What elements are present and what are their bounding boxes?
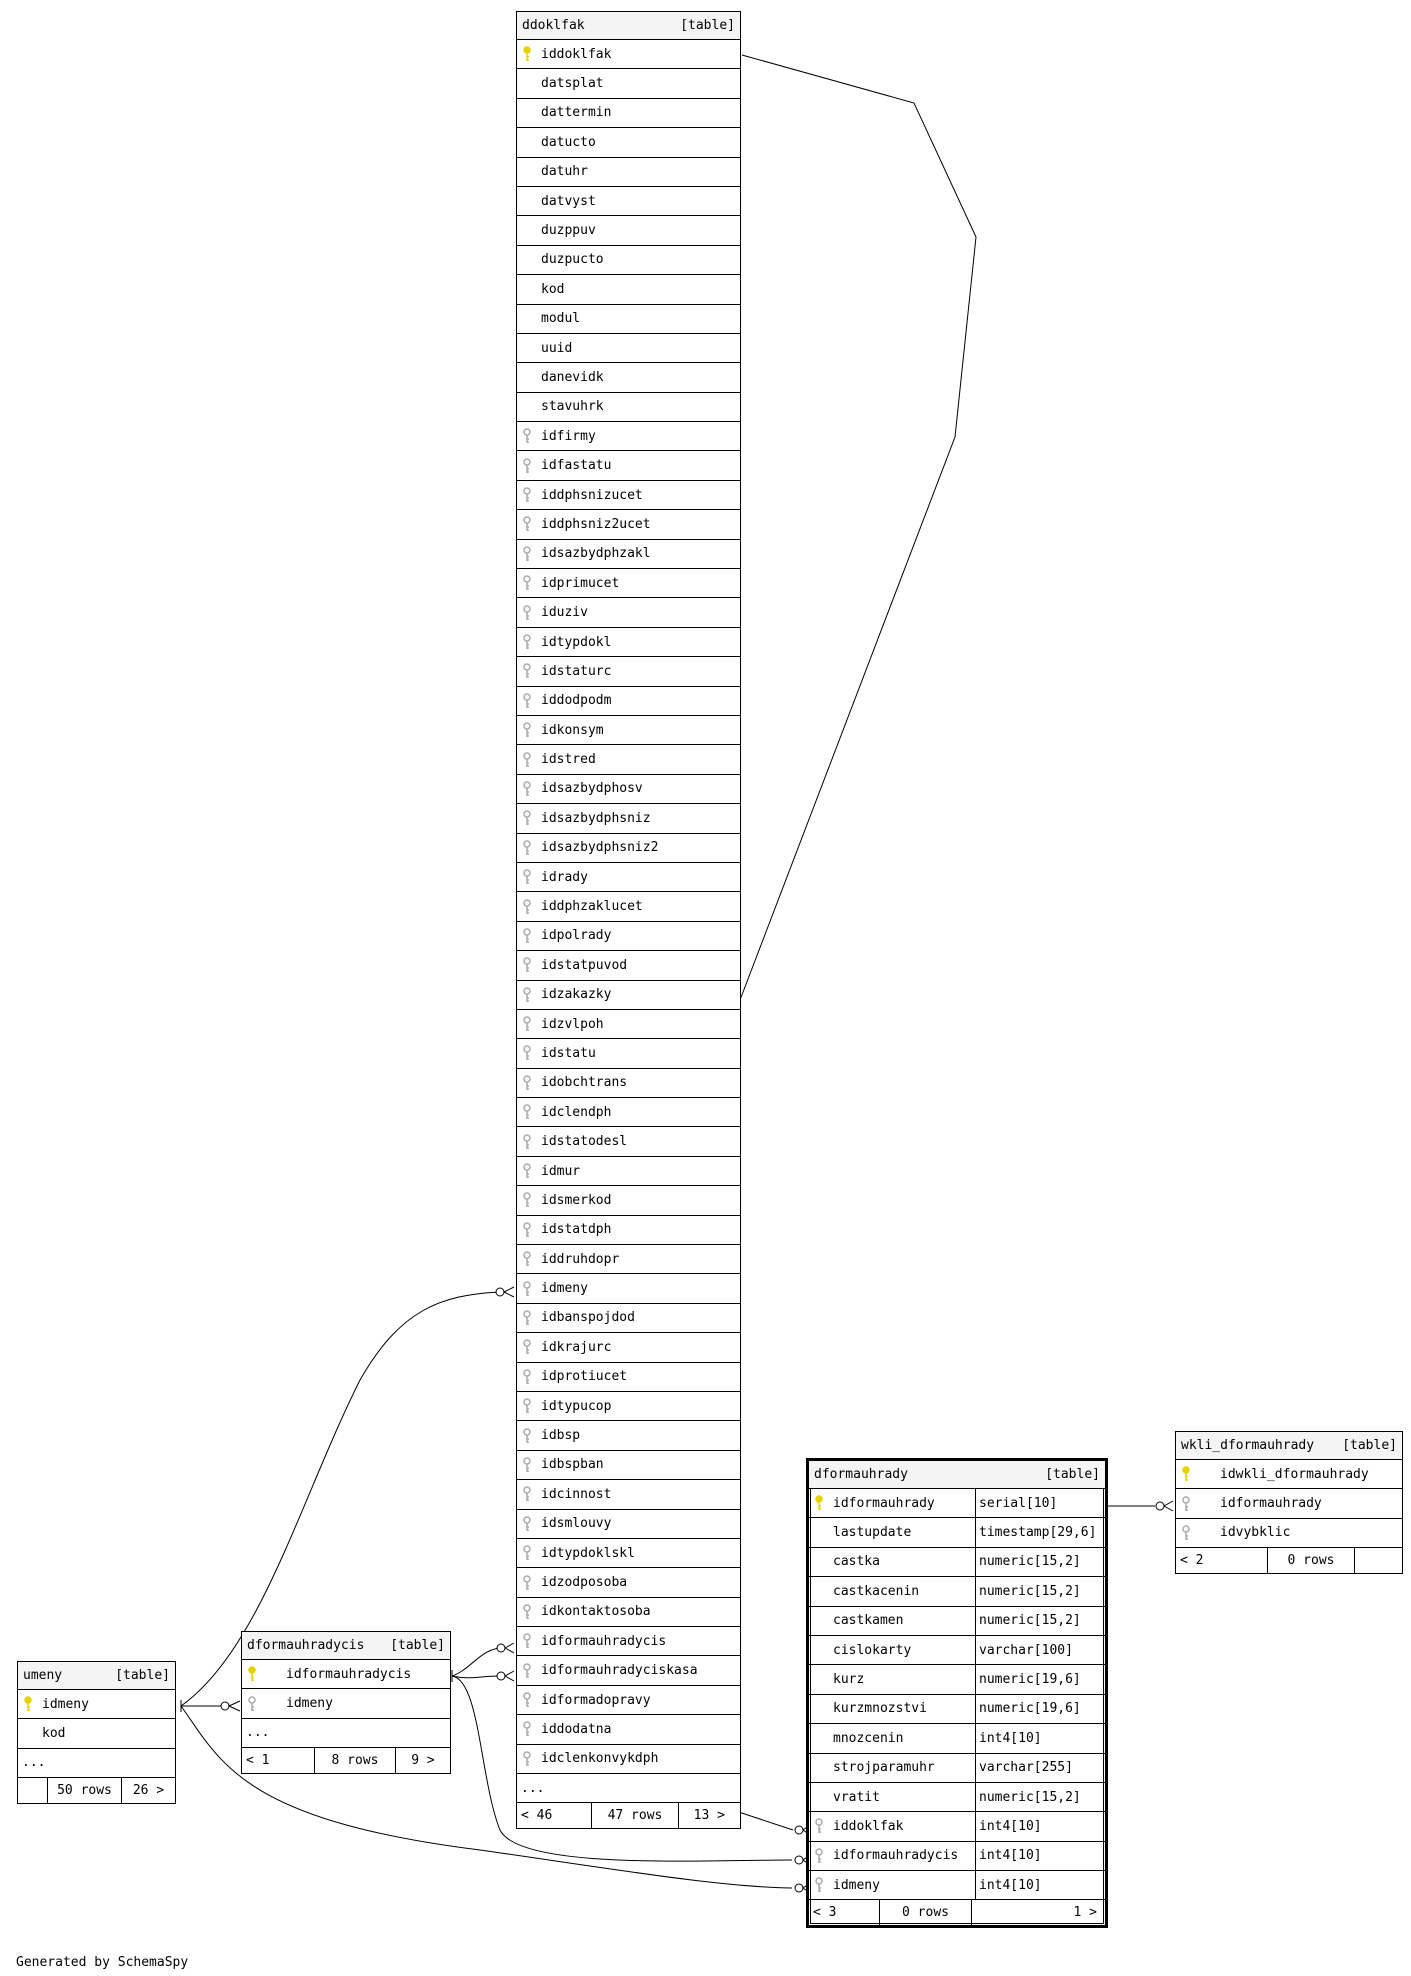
column-name: cislokarty [833,1642,912,1658]
column-type: varchar[255] [975,1754,1113,1782]
table-column-row[interactable] [517,1098,740,1127]
column-name: idsmerkod [541,1192,612,1208]
foreign-key-icon [517,605,537,621]
column-name: kod [541,281,565,297]
more-columns-dots: ... [246,1725,270,1741]
table-column-row[interactable] [517,1127,740,1156]
table-column-row[interactable] [242,1689,450,1718]
column-name: idbspban [541,1457,604,1473]
column-name: iddodpodm [541,693,612,709]
table-column-row[interactable] [517,1392,740,1421]
column-type: numeric[15,2] [975,1607,1113,1635]
table-column-row[interactable] [517,1245,740,1274]
column-name: idfirmy [541,428,596,444]
page-prev-count[interactable]: < 3 [813,1905,837,1921]
table-column-row[interactable] [517,1686,740,1715]
row-count: 0 rows [1267,1548,1354,1573]
foreign-key-icon [809,1877,829,1893]
foreign-key-icon [517,1721,537,1737]
primary-key-icon [18,1696,38,1712]
table-header [809,1461,1105,1489]
column-name: idtypdokl [541,634,612,650]
page-next-count[interactable]: 26 > [121,1778,175,1803]
column-name: idmeny [286,1696,333,1712]
column-name: idclendph [541,1104,612,1120]
foreign-key-icon [517,1663,537,1679]
foreign-key-icon [517,869,537,885]
table-name: dformauhrady [814,1467,908,1482]
foreign-key-icon [517,810,537,826]
column-name: idwkli_dformauhrady [1220,1466,1369,1482]
table-column-row[interactable] [517,393,740,422]
table-footer [242,1748,450,1773]
table-header [517,12,740,40]
foreign-key-icon [517,1486,537,1502]
foreign-key-icon [517,1192,537,1208]
foreign-key-icon [517,928,537,944]
table-column-row[interactable] [517,628,740,657]
column-name: idprimucet [541,575,620,591]
foreign-key-icon [517,516,537,532]
column-name: iddoklfak [833,1818,904,1834]
foreign-key-icon [517,957,537,973]
foreign-key-icon [517,840,537,856]
foreign-key-icon [242,1696,262,1712]
table-column-row[interactable] [517,128,740,157]
foreign-key-icon [517,487,537,503]
column-name: idstatu [541,1045,596,1061]
column-type: int4[10] [975,1871,1113,1899]
column-type: serial[10] [975,1489,1113,1517]
table-column-row[interactable] [517,657,740,686]
column-list [242,1660,450,1773]
table-column-row[interactable] [809,1577,1105,1606]
table-kind: [table] [1342,1438,1397,1453]
column-name: idstatdph [541,1222,612,1238]
column-name: idclenkonvykdph [541,1751,659,1767]
table-column-row[interactable] [809,1548,1105,1577]
column-name: idstred [541,752,596,768]
column-name: idcinnost [541,1486,612,1502]
column-name: idvybklic [1220,1525,1291,1541]
foreign-key-icon [517,899,537,915]
table-column-row[interactable] [517,187,740,216]
column-name: idkrajurc [541,1339,612,1355]
table-column-row[interactable] [517,1510,740,1539]
foreign-key-icon [517,1075,537,1091]
column-name: idmeny [42,1696,89,1712]
foreign-key-icon [517,634,537,650]
column-name: idsazbydphsniz2 [541,840,659,856]
table-footer [18,1778,175,1803]
foreign-key-icon [517,1310,537,1326]
column-name: iddodatna [541,1721,612,1737]
column-type: numeric[19,6] [975,1695,1113,1723]
column-type: numeric[15,2] [975,1548,1113,1576]
column-name: datuhr [541,164,588,180]
table-column-row[interactable] [809,1754,1105,1783]
foreign-key-icon [1176,1525,1196,1541]
table-name: wkli_dformauhrady [1181,1438,1315,1453]
foreign-key-icon [517,1428,537,1444]
column-name: idformauhradycis [833,1848,959,1864]
foreign-key-icon [517,1104,537,1120]
edge-dformauhradycis-ddoklfak-2 [452,1676,500,1678]
column-name: idformauhradycis [286,1666,412,1682]
edge-dformauhradycis-ddoklfak-1 [452,1648,500,1676]
column-name: idzvlpoh [541,1016,604,1032]
column-name: idstaturc [541,663,612,679]
table-name: umeny [23,1668,63,1683]
column-name: castkamen [833,1613,904,1629]
table-kind: [table] [1045,1467,1100,1482]
more-columns-dots: ... [521,1780,545,1796]
table-column-row[interactable] [809,1812,1105,1841]
column-name: idformadopravy [541,1692,651,1708]
table-column-row[interactable] [517,216,740,245]
table-name: dformauhradycis [247,1638,365,1653]
table-column-row[interactable] [517,334,740,363]
table-footer [517,1803,740,1828]
primary-key-icon [809,1495,829,1511]
table-kind: [table] [390,1638,445,1653]
column-name: uuid [541,340,573,356]
column-name: idmur [541,1163,581,1179]
table-column-row[interactable] [1176,1519,1402,1548]
page-next-count[interactable]: 9 > [395,1748,450,1773]
foreign-key-icon [809,1818,829,1834]
table-column-row[interactable] [809,1842,1105,1871]
table-column-row[interactable] [517,951,740,980]
foreign-key-icon [517,1045,537,1061]
table-dformauhradycis[interactable] [241,1631,451,1774]
column-name: iddphsniz2ucet [541,516,651,532]
foreign-key-icon [517,1163,537,1179]
table-column-row[interactable] [517,1304,740,1333]
column-name: idformauhrady [1220,1496,1322,1512]
table-kind: [table] [680,18,735,33]
column-name: idmeny [833,1877,880,1893]
table-column-row[interactable] [517,1069,740,1098]
foreign-key-icon [517,1251,537,1267]
more-columns-indicator [517,1774,740,1803]
table-column-row[interactable] [517,1039,740,1068]
table-column-row[interactable] [517,1568,740,1597]
table-column-row[interactable] [517,1333,740,1362]
page-prev-count[interactable] [18,1778,47,1803]
column-list [18,1690,175,1803]
foreign-key-icon [809,1848,829,1864]
table-column-row[interactable] [517,69,740,98]
column-name: kurz [833,1672,865,1688]
column-type: int4[10] [975,1842,1113,1870]
column-name: idrady [541,869,588,885]
column-name: iduziv [541,605,588,621]
column-name: idtypucop [541,1398,612,1414]
column-name: idobchtrans [541,1075,628,1091]
column-name: iddoklfak [541,46,612,62]
generated-by-footer: Generated by SchemaSpy [16,1955,189,1970]
foreign-key-icon [517,1398,537,1414]
column-name: castkacenin [833,1583,920,1599]
table-column-row[interactable] [517,1598,740,1627]
column-type: numeric[15,2] [975,1577,1113,1605]
column-name: mnozcenin [833,1730,904,1746]
page-prev-count[interactable]: < 46 [521,1808,553,1824]
foreign-key-icon [517,1545,537,1561]
table-column-row[interactable] [809,1636,1105,1665]
column-name: duzpucto [541,252,604,268]
table-ddoklfak[interactable] [516,11,741,1829]
foreign-key-icon [517,1134,537,1150]
column-name: modul [541,311,581,327]
column-name: idformauhrady [833,1495,935,1511]
table-column-row[interactable] [809,1607,1105,1636]
column-name: idpolrady [541,928,612,944]
column-name: datvyst [541,193,596,209]
table-column-row[interactable] [517,569,740,598]
column-name: idmeny [541,1281,588,1297]
column-name: lastupdate [833,1525,912,1541]
column-type: int4[10] [975,1724,1113,1752]
column-name: datsplat [541,76,604,92]
foreign-key-icon [517,1457,537,1473]
table-column-row[interactable] [517,1480,740,1509]
foreign-key-icon [517,546,537,562]
more-columns-indicator [18,1749,175,1778]
column-name: strojparamuhr [833,1760,935,1776]
table-column-row[interactable] [517,1656,740,1685]
column-name: idstatodesl [541,1134,628,1150]
table-column-row[interactable] [809,1518,1105,1547]
row-count: 47 rows [591,1803,677,1828]
foreign-key-icon [517,1751,537,1767]
column-name: kurzmnozstvi [833,1701,927,1717]
table-column-row[interactable] [517,1421,740,1450]
column-name: iddphsnizucet [541,487,643,503]
foreign-key-icon [517,1516,537,1532]
table-column-row[interactable] [517,1157,740,1186]
row-count: 50 rows [47,1778,121,1803]
column-name: idbsp [541,1428,581,1444]
table-column-row[interactable] [517,687,740,716]
column-name: idzakazky [541,987,612,1003]
table-column-row[interactable] [242,1660,450,1689]
table-column-row[interactable] [517,1451,740,1480]
table-column-row[interactable] [517,892,740,921]
foreign-key-icon [517,575,537,591]
column-name: vratit [833,1789,880,1805]
column-name: idformauhradyciskasa [541,1663,698,1679]
column-name: idtypdoklskl [541,1545,635,1561]
table-footer [809,1900,1105,1925]
table-column-row[interactable] [809,1871,1105,1900]
column-name: idsazbydphosv [541,781,643,797]
table-column-row[interactable] [517,1363,740,1392]
table-column-row[interactable] [517,1627,740,1656]
foreign-key-icon [517,752,537,768]
row-count: 8 rows [314,1748,395,1773]
table-column-row[interactable] [517,540,740,569]
table-column-row[interactable] [517,275,740,304]
table-column-row[interactable] [517,1186,740,1215]
column-list [809,1489,1105,1925]
column-name: duzppuv [541,223,596,239]
table-column-row[interactable] [517,246,740,275]
row-count: 0 rows [879,1900,971,1925]
column-name: idformauhradycis [541,1633,667,1649]
column-name: datucto [541,134,596,150]
table-column-row[interactable] [517,99,740,128]
table-column-row[interactable] [809,1489,1105,1518]
foreign-key-icon [517,1575,537,1591]
column-type: numeric[19,6] [975,1665,1113,1693]
foreign-key-icon [517,1692,537,1708]
column-list [517,40,740,1828]
column-type: timestamp[29,6] [975,1518,1113,1546]
foreign-key-icon [517,1016,537,1032]
more-columns-dots: ... [22,1755,46,1771]
table-column-row[interactable] [517,1715,740,1744]
table-column-row[interactable] [517,481,740,510]
table-column-row[interactable] [517,158,740,187]
table-column-row[interactable] [517,363,740,392]
column-type: varchar[100] [975,1636,1113,1664]
table-column-row[interactable] [1176,1460,1402,1489]
table-column-row[interactable] [809,1783,1105,1812]
table-column-row[interactable] [517,1274,740,1303]
column-name: idkontaktosoba [541,1604,651,1620]
page-prev-count[interactable]: < 2 [1180,1553,1204,1569]
foreign-key-icon [517,1633,537,1649]
table-column-row[interactable] [517,1010,740,1039]
page-prev-count[interactable]: < 1 [246,1753,270,1769]
foreign-key-icon [517,987,537,1003]
table-wkli-dformauhrady[interactable] [1175,1431,1403,1574]
column-name: danevidk [541,369,604,385]
primary-key-icon [517,46,537,62]
table-dformauhrady[interactable] [806,1458,1108,1928]
column-list [1176,1460,1402,1573]
table-name: ddoklfak [522,18,585,33]
table-footer [1176,1548,1402,1573]
column-name: idstatpuvod [541,957,628,973]
column-type: numeric[15,2] [975,1783,1113,1811]
foreign-key-icon [517,1281,537,1297]
foreign-key-icon [517,781,537,797]
table-column-row[interactable] [809,1724,1105,1753]
column-name: kod [42,1726,66,1742]
table-column-row[interactable] [517,863,740,892]
column-name: stavuhrk [541,399,604,415]
table-column-row[interactable] [809,1695,1105,1724]
table-column-row[interactable] [517,804,740,833]
primary-key-icon [242,1666,262,1682]
column-name: idprotiucet [541,1369,628,1385]
table-header [242,1632,450,1660]
page-next-count[interactable]: 13 > [678,1803,740,1828]
column-name: iddruhdopr [541,1251,620,1267]
table-column-row[interactable] [517,834,740,863]
table-column-row[interactable] [18,1690,175,1719]
table-column-row[interactable] [517,40,740,69]
table-column-row[interactable] [517,451,740,480]
table-column-row[interactable] [1176,1489,1402,1518]
table-column-row[interactable] [809,1665,1105,1694]
foreign-key-icon [517,693,537,709]
table-column-row[interactable] [517,1216,740,1245]
column-name: dattermin [541,105,612,121]
table-column-row[interactable] [517,981,740,1010]
table-column-row[interactable] [517,716,740,745]
table-header [1176,1432,1402,1460]
table-column-row[interactable] [517,922,740,951]
table-column-row[interactable] [18,1719,175,1748]
foreign-key-icon [517,722,537,738]
table-column-row[interactable] [517,775,740,804]
table-column-row[interactable] [517,1539,740,1568]
table-column-row[interactable] [517,745,740,774]
table-column-row[interactable] [517,510,740,539]
table-column-row[interactable] [517,1745,740,1774]
table-column-row[interactable] [517,598,740,627]
more-columns-indicator [242,1719,450,1748]
table-header [18,1662,175,1690]
column-name: idkonsym [541,722,604,738]
table-umeny[interactable] [17,1661,176,1804]
foreign-key-icon [517,1369,537,1385]
foreign-key-icon [1176,1496,1196,1512]
table-column-row[interactable] [517,305,740,334]
column-name: idsmlouvy [541,1516,612,1532]
table-kind: [table] [115,1668,170,1683]
foreign-key-icon [517,1222,537,1238]
table-column-row[interactable] [517,422,740,451]
column-name: idsazbydphsniz [541,810,651,826]
column-name: idsazbydphzakl [541,546,651,562]
column-name: idfastatu [541,458,612,474]
column-name: castka [833,1554,880,1570]
column-name: idbanspojdod [541,1310,635,1326]
foreign-key-icon [517,1604,537,1620]
page-next-count[interactable] [1354,1548,1400,1573]
column-type: int4[10] [975,1812,1113,1840]
column-name: iddphzaklucet [541,899,643,915]
column-name: idzodposoba [541,1575,628,1590]
page-next-count[interactable]: 1 > [971,1900,1105,1925]
foreign-key-icon [517,663,537,679]
foreign-key-icon [517,1339,537,1355]
foreign-key-icon [517,428,537,444]
foreign-key-icon [517,458,537,474]
primary-key-icon [1176,1466,1196,1482]
